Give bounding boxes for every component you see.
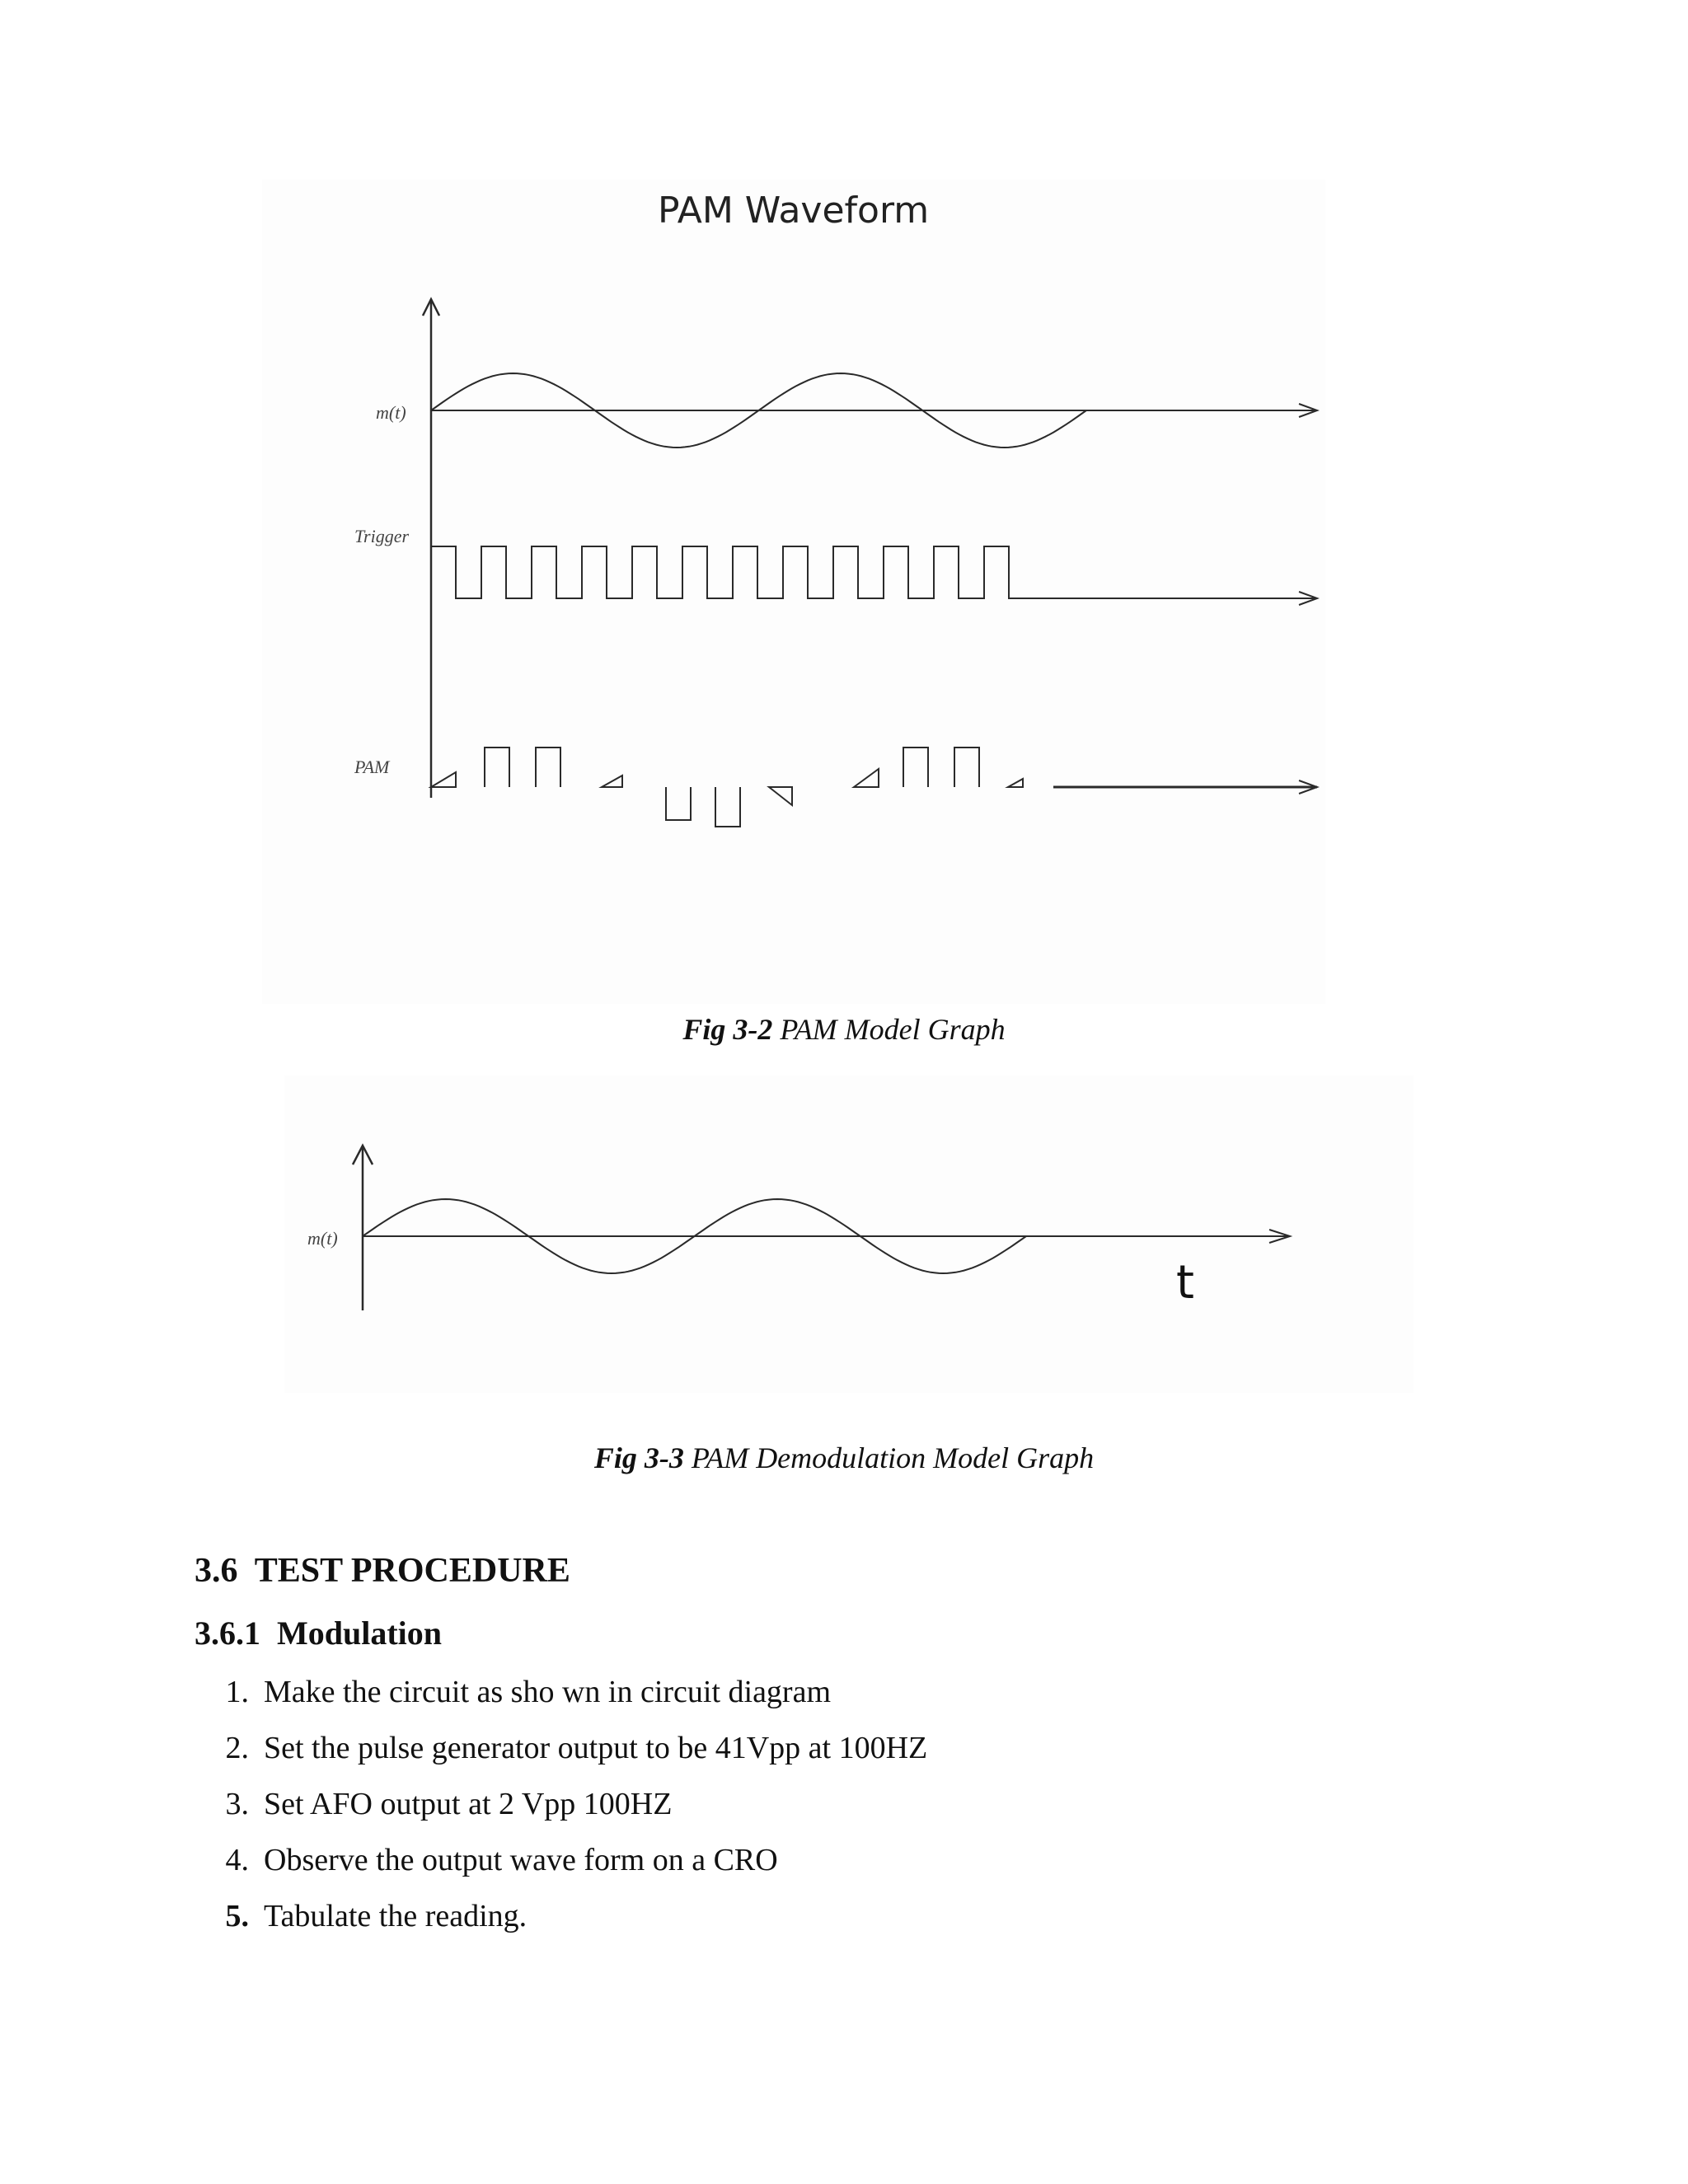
step-text: Set the pulse generator output to be 41Vpp at 100HZ <box>264 1731 928 1765</box>
subsection-heading <box>195 1614 442 1652</box>
pam-sample-pulse <box>602 776 622 787</box>
figure-title: PAM Waveform <box>658 190 930 232</box>
list-item <box>198 1671 927 1727</box>
caption-figure-number: Fig 3-2 <box>682 1013 773 1046</box>
step-text: Tabulate the reading. <box>264 1899 528 1933</box>
caption-text: PAM Model Graph <box>780 1013 1006 1046</box>
pam-sample-pulse <box>1008 779 1023 787</box>
step-number: 3. <box>225 1787 249 1821</box>
pam-sample-pulse <box>903 748 928 787</box>
figure-caption-3-2 <box>0 1012 1688 1047</box>
pam-demodulation-svg <box>284 1076 1414 1393</box>
step-number: 2. <box>225 1731 249 1765</box>
trigger-pulse-train <box>431 546 1082 598</box>
pam-samples <box>431 748 1023 827</box>
list-item <box>198 1896 927 1952</box>
section-number: 3.6 <box>195 1552 238 1590</box>
caption-figure-number: Fig 3-3 <box>593 1441 684 1474</box>
subsection-number: 3.6.1 <box>195 1615 260 1652</box>
section-title: TEST PROCEDURE <box>254 1552 570 1590</box>
step-number: 4. <box>225 1843 249 1877</box>
demod-signal-label: m(t) <box>307 1228 338 1249</box>
pam-sample-pulse <box>854 769 879 787</box>
step-text: Make the circuit as sho wn in circuit diagram <box>264 1675 832 1709</box>
step-text: Observe the output wave form on a CRO <box>264 1843 778 1877</box>
figure-caption-3-3 <box>0 1441 1688 1475</box>
step-number: 1. <box>225 1675 249 1709</box>
pam-sample-pulse <box>431 772 456 787</box>
pam-waveform-figure <box>262 180 1325 1004</box>
time-axis-label: t <box>1176 1256 1194 1310</box>
signal-label-pam: PAM <box>354 757 390 777</box>
step-text: Set AFO output at 2 Vpp 100HZ <box>264 1787 673 1821</box>
step-number: 5. <box>225 1899 249 1933</box>
pam-sample-pulse <box>666 787 691 820</box>
signal-label-mt: m(t) <box>376 402 406 423</box>
caption-text: PAM Demodulation Model Graph <box>691 1441 1095 1474</box>
signal-label-trigger: Trigger <box>354 526 410 546</box>
subsection-title: Modulation <box>277 1615 443 1652</box>
pam-sample-pulse <box>536 748 560 787</box>
pam-waveform-svg <box>262 180 1325 1004</box>
section-heading <box>195 1551 570 1591</box>
pam-sample-pulse <box>954 748 979 787</box>
pam-demodulation-figure <box>284 1076 1414 1393</box>
list-item <box>198 1727 927 1783</box>
list-item <box>198 1783 927 1840</box>
pam-sample-pulse <box>769 787 792 805</box>
procedure-steps <box>198 1671 927 1952</box>
pam-sample-pulse <box>485 748 509 787</box>
pam-sample-pulse <box>715 787 740 827</box>
list-item <box>198 1840 927 1896</box>
